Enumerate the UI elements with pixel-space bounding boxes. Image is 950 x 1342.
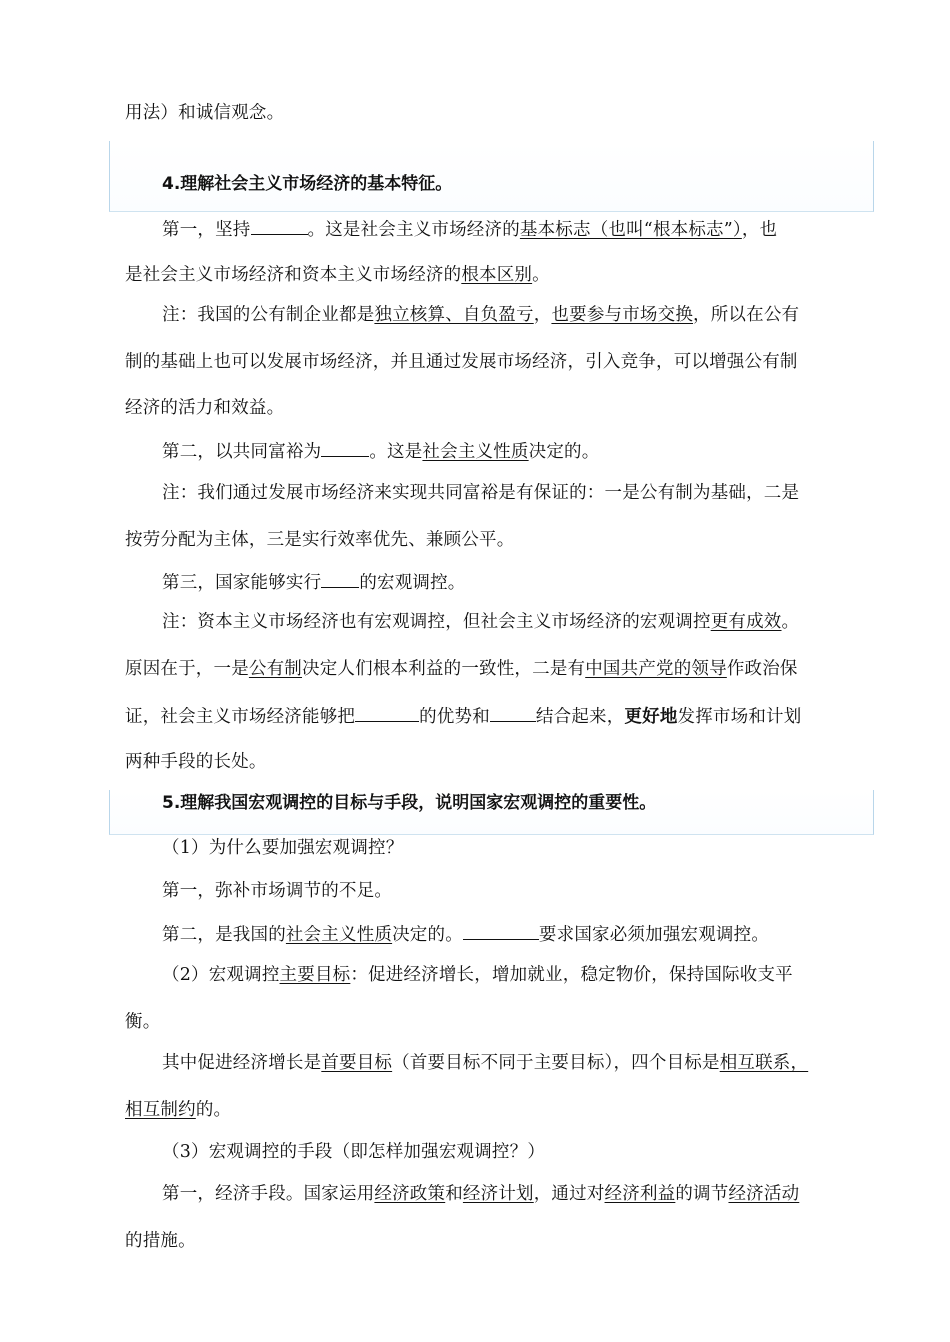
text: ，也 <box>741 220 778 240</box>
question: （3）宏观调控的手段（即怎样加强宏观调控？） <box>162 1142 546 1162</box>
underlined-term: 首要目标 <box>321 1053 393 1073</box>
fill-blank[interactable] <box>251 216 308 235</box>
note <box>125 657 798 681</box>
note-line: 按劳分配为主体，三是实行效率优先、兼顾公平。 <box>125 530 515 550</box>
underlined-term: 经济活动 <box>728 1184 800 1204</box>
text: 决定人们根本利益的一致性，二是有 <box>302 659 586 679</box>
fill-blank[interactable] <box>490 703 536 722</box>
text: ， <box>533 305 552 325</box>
note-line: 注：我们通过发展市场经济来实现共同富裕是有保证的：一是公有制为基础，二是 <box>162 483 800 503</box>
underlined-term: 经济政策 <box>374 1184 446 1204</box>
underlined-term: 根本区别 <box>461 265 533 285</box>
question: （1）为什么要加强宏观调控？ <box>162 838 404 858</box>
fill-blank[interactable] <box>355 703 419 722</box>
paragraph <box>162 1051 808 1075</box>
text: ，通过对 <box>533 1184 605 1204</box>
text: 证，社会主义市场经济能够把 <box>125 707 356 727</box>
paragraph <box>162 921 769 947</box>
paragraph <box>125 263 550 287</box>
note-line: 两种手段的长处。 <box>125 752 267 772</box>
paragraph <box>162 216 777 242</box>
paragraph: 衡。 <box>125 1012 161 1032</box>
note <box>162 303 799 327</box>
underlined-term: 社会主义性质 <box>422 442 529 462</box>
text: 。 <box>781 612 800 632</box>
paragraph <box>162 1182 799 1206</box>
text: 第一，坚持 <box>162 220 251 240</box>
paragraph <box>125 1098 231 1122</box>
text: ：促进经济增长，增加就业，稳定物价，保持国际收支平 <box>350 965 793 985</box>
text: 。这是 <box>369 442 423 462</box>
underlined-term: 主要目标 <box>279 965 351 985</box>
paragraph <box>162 569 466 595</box>
text: 结合起来， <box>535 707 625 727</box>
intro-tail-text: 用法）和诚信观念。 <box>125 103 285 123</box>
note <box>125 703 801 729</box>
underlined-term: 也要参与市场交换 <box>551 305 694 325</box>
text: 第一，经济手段。国家运用 <box>162 1184 375 1204</box>
text: ，所以在公有 <box>693 305 800 325</box>
text: 发挥市场和计划 <box>677 707 802 727</box>
text: 第二，是我国的 <box>162 925 286 945</box>
text: 的宏观调控。 <box>359 573 466 593</box>
text: 的调节 <box>675 1184 729 1204</box>
underlined-term: 更有成效 <box>710 612 782 632</box>
section-5-heading: 5.理解我国宏观调控的目标与手段，说明国家宏观调控的重要性。 <box>162 793 657 813</box>
underlined-term: 社会主义性质 <box>285 925 393 945</box>
underlined-term: 公有制 <box>248 659 303 679</box>
text: 第二，以共同富裕为 <box>162 442 322 462</box>
text: 注：资本主义市场经济也有宏观调控，但社会主义市场经济的宏观调控 <box>162 612 711 632</box>
text: 原因在于，一是 <box>125 659 249 679</box>
paragraph: 的措施。 <box>125 1231 196 1251</box>
underlined-term: 中国共产党的领导 <box>585 659 727 679</box>
text: 。 <box>532 265 550 285</box>
text: 其中促进经济增长是 <box>162 1053 322 1073</box>
text: 决定的。 <box>528 442 600 462</box>
paragraph <box>162 438 599 464</box>
paragraph: 第一，弥补市场调节的不足。 <box>162 881 393 901</box>
text: 和 <box>445 1184 463 1204</box>
text: 的。 <box>195 1100 232 1120</box>
note <box>162 610 799 634</box>
section-4-heading: 4.理解社会主义市场经济的基本特征。 <box>162 174 453 194</box>
note-line: 经济的活力和效益。 <box>125 398 285 418</box>
question <box>162 963 793 987</box>
fill-blank[interactable] <box>321 569 359 588</box>
text: （首要目标不同于主要目标），四个目标是 <box>392 1053 720 1073</box>
text: 要求国家必须加强宏观调控。 <box>538 925 770 945</box>
underlined-term: 相互联系， <box>719 1053 809 1073</box>
underlined-term: 经济利益 <box>604 1184 676 1204</box>
text: 决定的。 <box>392 925 463 945</box>
text: 作政治保 <box>726 659 798 679</box>
text: 。这是社会主义市场经济的 <box>307 220 520 240</box>
text: 注：我国的公有制企业都是 <box>162 305 375 325</box>
fill-blank[interactable] <box>463 921 539 940</box>
underlined-term: 基本标志（也叫“根本标志”） <box>519 220 742 240</box>
bold-term: 更好地 <box>624 707 678 727</box>
text: （2）宏观调控 <box>162 965 280 985</box>
underlined-term: 经济计划 <box>462 1184 534 1204</box>
note-line: 制的基础上也可以发展市场经济，并且通过发展市场经济，引入竞争，可以增强公有制 <box>125 352 798 372</box>
underlined-term: 相互制约 <box>125 1100 196 1120</box>
fill-blank[interactable] <box>321 438 369 457</box>
underlined-term: 独立核算、自负盈亏 <box>374 305 534 325</box>
text: 第三，国家能够实行 <box>162 573 322 593</box>
text: 的优势和 <box>419 707 490 727</box>
text: 是社会主义市场经济和资本主义市场经济的 <box>125 265 462 285</box>
